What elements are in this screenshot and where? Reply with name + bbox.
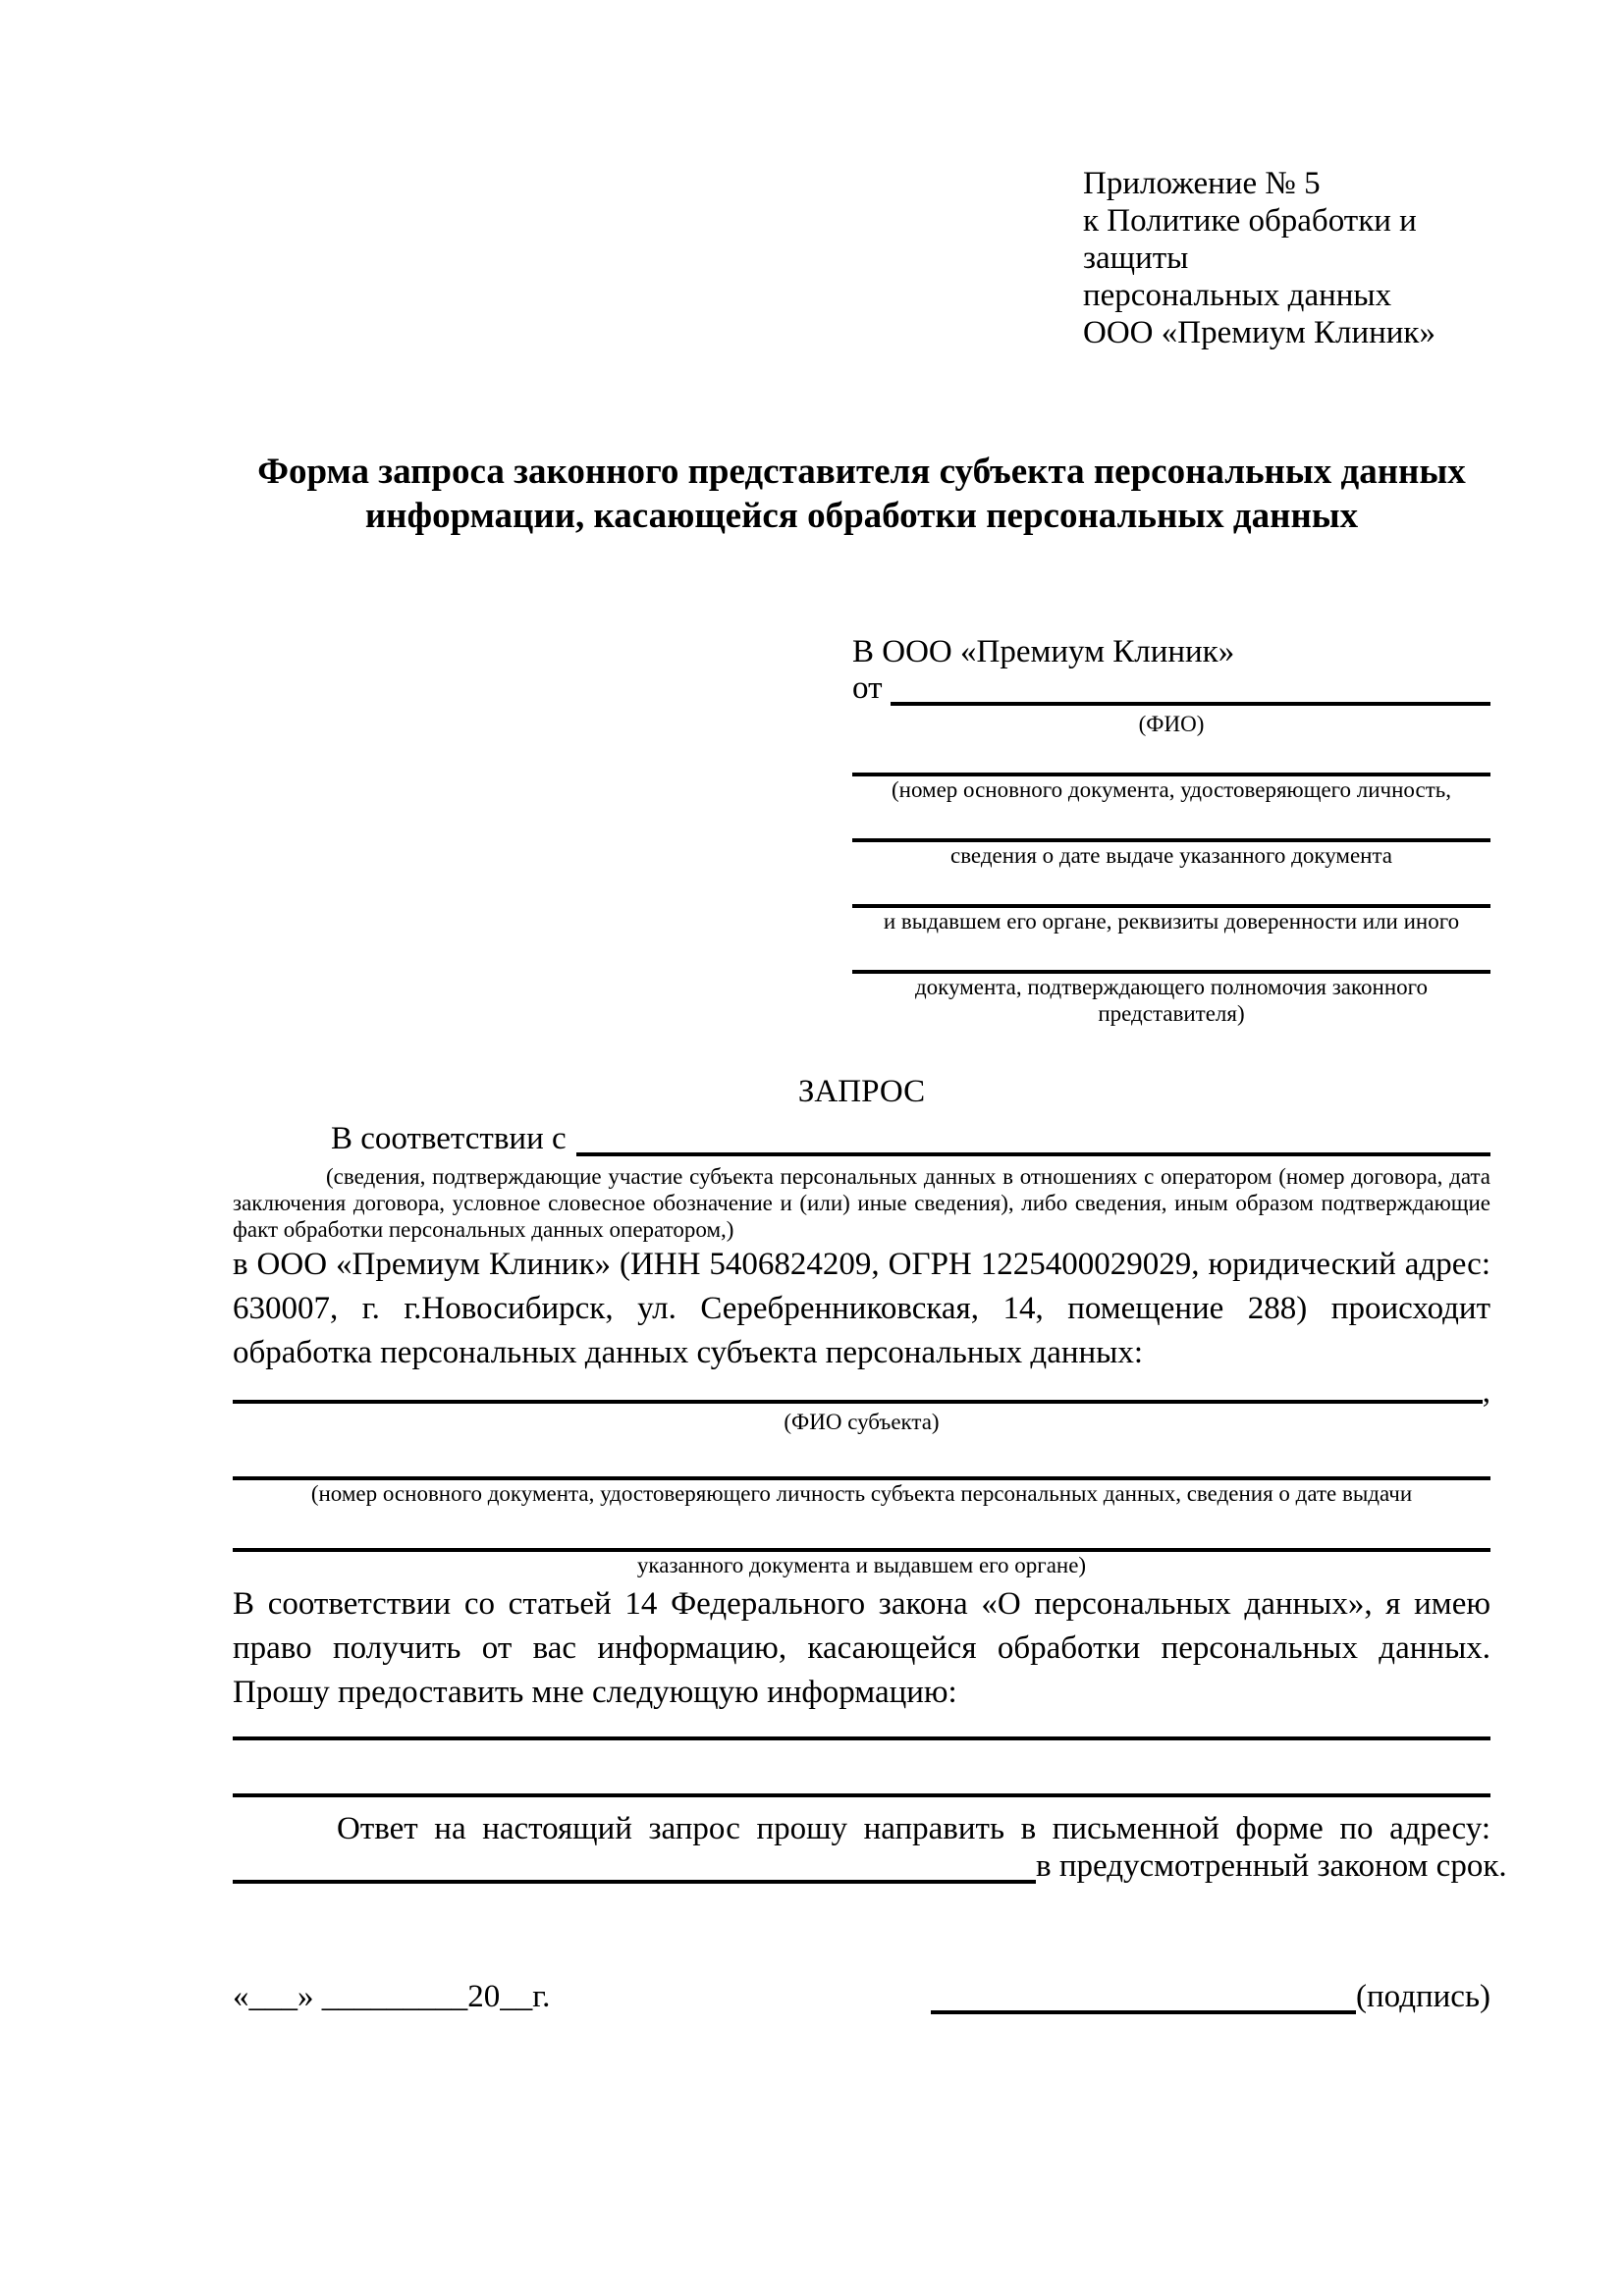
subject-doc-caption: (номер основного документа, удостоверяющего личность субъекта персональных данных, сведения о дате выдачи [310, 1481, 1413, 1506]
annex-line: к Политике обработки и защиты [1083, 203, 1417, 276]
annex-line: Приложение № 5 [1083, 166, 1321, 201]
page-title [233, 450, 1490, 538]
footer-row [233, 1975, 1490, 2019]
doc-field [852, 875, 1490, 934]
doc-blank-line [852, 940, 1490, 974]
doc-line-caption: и выдавшем его органе, реквизиты доверенности или иного [883, 909, 1460, 934]
info-blank-line [233, 1715, 1490, 1740]
signature-caption: (подпись) [1356, 1979, 1490, 2014]
doc-field [852, 743, 1490, 803]
address-blank-line [233, 1850, 1036, 1884]
answer-suffix: в предусмотренный законом срок. [1036, 1848, 1507, 1884]
operator-paragraph: в ООО «Премиум Клиник» (ИНН 5406824209, ОГРН 1225400029029, юридический адрес: 630007, г. г.Новосибирск, ул. Серебренниковская, 14, помещение 288) происходит обработка персональных данных субъекта персональных данных: [233, 1247, 1490, 1370]
signature-blank-line [931, 1981, 1356, 2014]
request-heading: ЗАПРОС [797, 1074, 926, 1109]
subject-fio-caption: (ФИО субъекта) [784, 1410, 940, 1434]
page-title-line: Форма запроса законного представителя субъекта персональных данных [257, 452, 1466, 492]
doc-field [852, 940, 1490, 1027]
subject-doc-caption: указанного документа и выдавшем его органе) [636, 1553, 1087, 1577]
date-field: «___» _________20__г. [233, 1979, 551, 2014]
trailing-comma: , [1482, 1374, 1490, 1410]
annex-line: ООО «Премиум Клиник» [1083, 315, 1435, 350]
addressee-to: В ООО «Премиум Клиник» [852, 634, 1235, 669]
doc-line-caption: документа, подтверждающего полномочия законного представителя) [914, 975, 1428, 1026]
annex-block [1083, 165, 1490, 351]
intro-prefix: В соответствии с [331, 1121, 567, 1156]
subject-fio-blank-line [233, 1370, 1483, 1404]
signature-block [931, 1975, 1490, 2019]
address-row [233, 1848, 1507, 1889]
doc-blank-line [852, 809, 1490, 842]
subject-doc-blank-line [233, 1515, 1490, 1552]
page-title-line: информации, касающейся обработки персональных данных [364, 496, 1359, 536]
doc-blank-line [852, 743, 1490, 776]
subject-doc-field [233, 1515, 1490, 1578]
from-label: от [852, 670, 883, 706]
fio-blank-line [891, 672, 1491, 706]
annex-line: персональных данных [1083, 278, 1392, 313]
doc-field [852, 809, 1490, 869]
subject-doc-blank-line [233, 1443, 1490, 1480]
doc-line-caption: сведения о дате выдаче указанного документа [949, 843, 1393, 868]
intro-caption: (сведения, подтверждающие участие субъекта персональных данных в отношениях с оператором (номер договора, дата заключения договора, условное словесное обозначение и (или) иные сведения), либо сведения, иным образом подтверждающие факт обработки персональных данных оператором,) [233, 1164, 1490, 1242]
doc-line-caption: (номер основного документа, удостоверяющего личность, [891, 777, 1451, 802]
law-paragraph: В соответствии со статьей 14 Федерального закона «О персональных данных», я имею право получить от вас информацию, касающейся обработки персональных данных. Прошу предоставить мне следующую информацию: [233, 1586, 1490, 1710]
fio-caption: (ФИО) [1138, 712, 1205, 736]
doc-blank-line [852, 875, 1490, 908]
subject-fio-row [233, 1375, 1490, 1409]
info-blank-line [233, 1740, 1490, 1797]
basis-blank-line [576, 1123, 1490, 1156]
subject-doc-field [233, 1443, 1490, 1507]
from-row [852, 671, 1490, 711]
intro-row [233, 1122, 1490, 1161]
answer-paragraph: Ответ на настоящий запрос прошу направить в письменной форме по адресу: [337, 1811, 1490, 1846]
addressee-block [852, 632, 1490, 1027]
